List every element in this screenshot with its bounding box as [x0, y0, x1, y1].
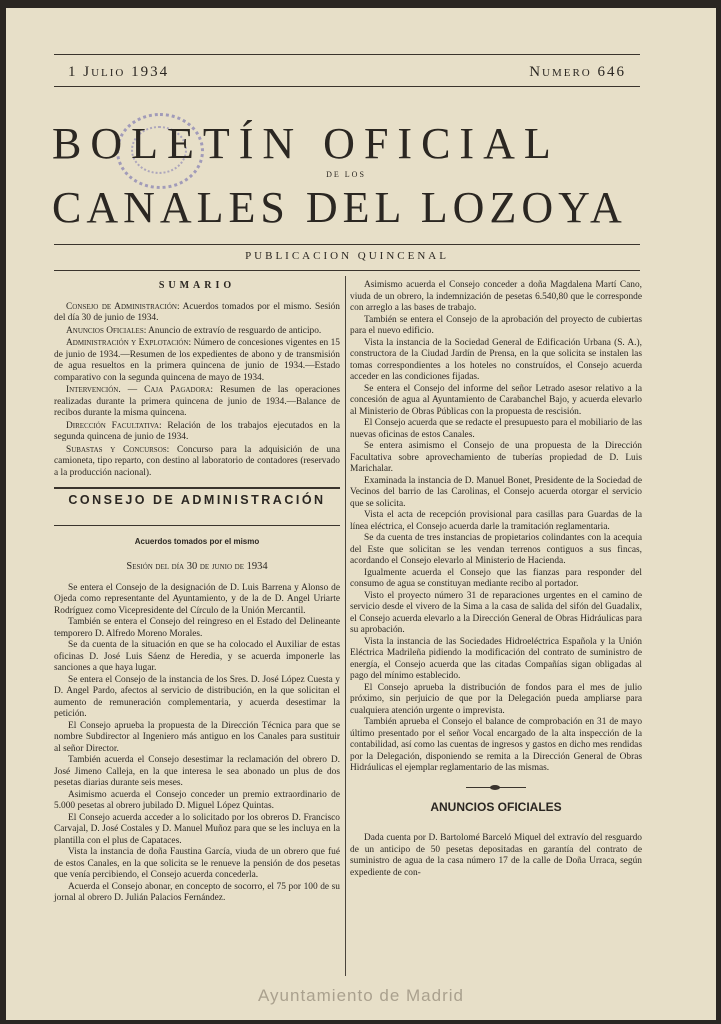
article-paragraph: Examinada la instancia de D. Manuel Bonet, Presidente de la Sociedad de Vecinos del barrio de las Carolinas, el Consejo acuerda otorgar el servicio que se solicita.: [350, 475, 642, 509]
publication-frequency: PUBLICACION QUINCENAL: [245, 250, 449, 262]
right-column: [350, 280, 642, 879]
article-paragraph: Vista la instancia de doña Faustina García, viuda de un obrero que fué de estos Canales, en la que solicita se le renueve la pensión de dos pesetas que venía percibiendo, el Consejo acuerda concederla.: [54, 847, 340, 880]
article-paragraph: Vista la instancia de la Sociedad General de Edificación Urbana (S. A.), constructora de la Ciudad Jardín de Prensa, en la que solicita se instalen las tomas correspondientes a los hoteles no construídos, el Consejo acuerda acceder en las condiciones fijadas.: [350, 337, 642, 382]
consejo-heading: CONSEJO DE ADMINISTRACIÓN: [68, 493, 326, 507]
masthead-rule: [54, 244, 640, 245]
sumario-heading: SUMARIO: [158, 280, 236, 291]
masthead-de-los: DE LOS: [326, 170, 366, 179]
left-column: [54, 280, 340, 905]
sesion-date: Sesión del día 30 de junio de 1934: [126, 561, 268, 572]
sumario-list: [54, 302, 340, 480]
sumario-item: Administración y Explotación: Número de concesiones vigentes en 15 de junio de 1934.—Resumen de los expedientes de abono y de transmisión de agua resueltos en la primera quincena de junio de 1934.—Estado comparativo con la segunda quincena de mayo de 1934.: [54, 338, 340, 383]
sumario-item: Anuncios Oficiales: Anuncio de extravío de resguardo de anticipo.: [66, 325, 322, 336]
masthead-title-line2: CANALES DEL LOZOYA: [52, 183, 627, 232]
masthead-rule-bottom: [54, 270, 640, 271]
section-rule: [54, 525, 340, 526]
issue-number: Numero 646: [529, 64, 626, 80]
article-paragraph: Asimismo acuerda el Consejo conceder a doña Magdalena Martí Cano, viuda de un obrero, la indemnización de pesetas 6.540,80 que le corresponde con arreglo a las bases de trabajo.: [350, 280, 642, 313]
article-paragraph: Visto el proyecto número 31 de reparaciones urgentes en el camino de servicio desde el vivero de la Sima a la casa de salida del sifón del Guadalix, el Consejo acuerda elevarlo a la Dirección General de Obras Hidráulicas para su aprobación.: [350, 590, 642, 635]
acuerdos-subheading: Acuerdos tomados por el mismo: [134, 536, 260, 546]
article-paragraph: Se da cuenta de la situación en que se ha colocado el Auxiliar de estas oficinas D. José Luis Sáenz de Heredia, y se acuerda imponerle las sanciones a que haya lugar.: [54, 640, 340, 673]
article-paragraph: El Consejo acuerda acceder a lo solicitado por los obreros D. Francisco Carvajal, D. José Costales y D. Manuel Muñoz para que se les incluya en la plantilla con el plus de Capataces.: [54, 812, 340, 846]
article-paragraph: El Consejo acuerda que se redacte el presupuesto para el mobiliario de las nuevas oficinas de estos Canales.: [350, 418, 642, 440]
article-paragraph: Se entera el Consejo del informe del señor Letrado asesor relativo a la concesión de agua al Ayuntamiento de Carabanchel Bajo, y acuerda elevarlo al Ministerio de Obras Públicas con la propuesta de rescisión.: [350, 383, 642, 417]
sumario-item: Dirección Facultativa: Relación de los trabajos ejecutados en la segunda quincena de junio de 1934.: [54, 420, 341, 442]
article-paragraph: Asimismo acuerda el Consejo conceder un premio extraordinario de 5.000 pesetas al obrero jubilado D. Miguel López Quintas.: [54, 789, 340, 811]
article-paragraph: Se entera el Consejo de la instancia de los Sres. D. José López Cuesta y D. Angel Pardo, afectos al servicio de distribución, en la que solicitan el aumento de remuneración complementaria, y acuerda desestimar la petición.: [54, 674, 340, 719]
header-rule: [54, 86, 640, 87]
sumario-item: Consejo de Administración: Acuerdos tomados por el mismo. Sesión del día 30 de junio de 1934.: [54, 301, 340, 323]
article-paragraph: Acuerda el Consejo abonar, en concepto de socorro, el 75 por 100 de su jornal al obrero D. Julián Palacios Fernández.: [54, 881, 340, 903]
newspaper-page: [6, 8, 716, 1020]
masthead-title-line1: BOLETÍN OFICIAL: [52, 119, 560, 168]
section-rule: [54, 487, 340, 489]
archive-watermark: Ayuntamiento de Madrid: [258, 986, 464, 1005]
article-paragraph: También aprueba el Consejo el balance de comprobación en 31 de mayo último presentado por el señor Vocal encargado de la alta inspección de la contabilidad, así como las cuentas de ingresos y gastos en dicho mes rendidas por la Delegación, disponiendo se remita a la Dirección General de Obras Hidráulicas el ejemplar reglamentario de las mismas.: [350, 717, 642, 773]
article-paragraph: Igualmente acuerda el Consejo que las fianzas para responder del consumo de agua se constituyan mediante recibo al portador.: [350, 567, 642, 589]
anuncios-heading: ANUNCIOS OFICIALES: [430, 799, 562, 814]
article-paragraph: Vista la instancia de las Sociedades Hidroeléctrica Española y la Unión Eléctrica Madrileña pidiendo la modificación del contrato de suministro de energía, el Consejo acuerda que las citadas Compañías sigan obligadas al pago del mínimo establecido.: [350, 636, 642, 681]
anuncio-paragraph: Dada cuenta por D. Bartolomé Barceló Miquel del extravío del resguardo de un anticipo de 50 pesetas depositadas en garantía del contrato de suministro de agua de la casa número 17 de la calle de Doña Urraca, según expediente de con-: [350, 833, 642, 878]
issue-date: 1 Julio 1934: [68, 64, 170, 80]
article-paragraph: El Consejo aprueba la distribución de fondos para el mes de julio próximo, sin perjuicio de que por la Delegación pueda ampliarse para cualquiera atención urgente o imprevista.: [350, 682, 642, 716]
ornament-divider: [466, 787, 526, 788]
article-paragraph: Se da cuenta de tres instancias de propietarios colindantes con la acequia del Este que solicitan se les vendan terrenos contiguos a sus fincas, acordando el Consejo elevarlo al Ministerio de Hacienda.: [350, 533, 642, 566]
article-paragraph: El Consejo aprueba la propuesta de la Dirección Técnica para que se nombre Subdirector al Ingeniero más antiguo en los Canales para sustituir al señor Director.: [54, 720, 340, 754]
article-paragraph: Vista el acta de recepción provisional para casillas para Guardas de la línea eléctrica, el Consejo acuerda darle la tramitación reglamentaria.: [350, 510, 642, 532]
article-paragraph: También se entera el Consejo de la aprobación del proyecto de cubiertas para el nuevo edificio.: [350, 314, 642, 336]
article-paragraph: También se entera el Consejo del reingreso en el Estado del Delineante temporero D. Alfredo Moreno Morales.: [54, 617, 340, 639]
article-paragraph: Se entera el Consejo de la designación de D. Luis Barrena y Alonso de Ojeda como representante del Ayuntamiento, y de la de D. Angel Uriarte Rodríguez como Vicepresidente del Círculo de la Unión Mercantil.: [54, 582, 340, 616]
article-paragraph: También acuerda el Consejo desestimar la reclamación del obrero D. José Jimeno Calleja, en la que interesa le sea abonado un plus de dos pesetas diarias durante seis meses.: [54, 755, 340, 788]
sumario-item: Subastas y Concursos: Concurso para la adquisición de una camioneta, tipo reparto, con destino al laboratorio de contadores (reservado a la producción nacional).: [54, 444, 340, 478]
sumario-item: Intervención. — Caja Pagadora: Resumen de las operaciones realizadas durante la primera quincena de junio de 1934.—Balance de recibos durante la misma quincena.: [54, 385, 340, 418]
top-rule: [54, 54, 640, 55]
article-paragraph: Se entera asimismo el Consejo de una propuesta de la Dirección Facultativa sobre aprovechamiento de tuberías propiedad de D. Luis Marichalar.: [350, 441, 642, 474]
column-divider: [345, 276, 346, 976]
